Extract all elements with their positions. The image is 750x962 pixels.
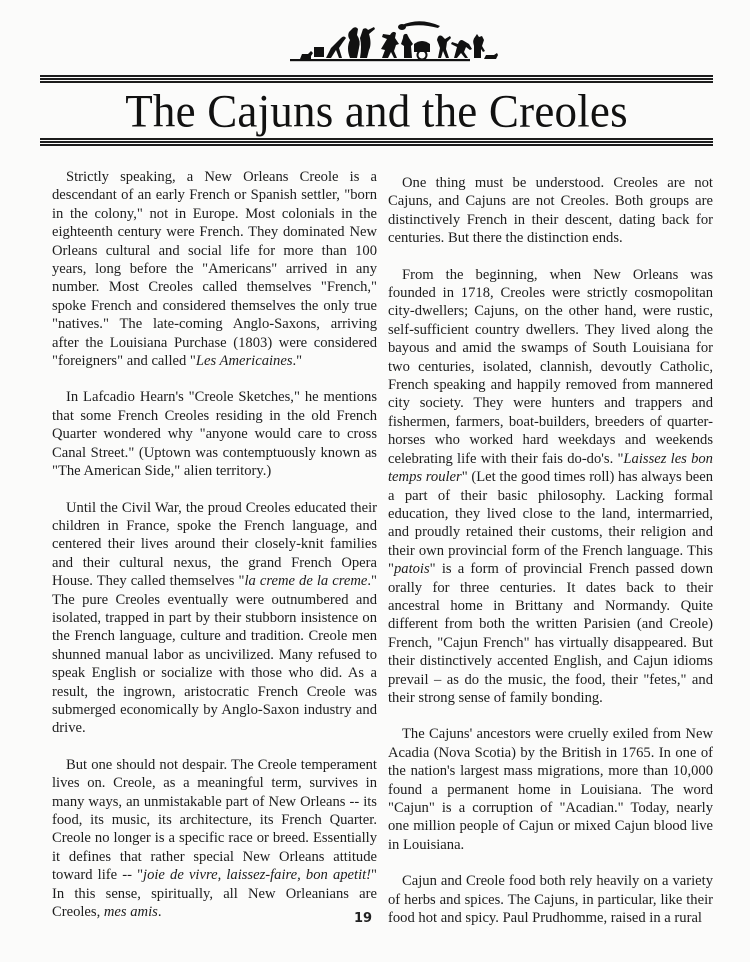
- paragraph: From the beginning, when New Orleans was founded in 1718, Creoles were strictly cosmopolitan city-dwellers; Cajuns, on the other hand, were rustic, self-sufficient country dwellers. They lived along the bayous and amid the swamps of South Louisiana for two centuries, isolated, clannish, devoutly Catholic, French speaking and happily removed from mannered city society. They were hunters and trappers and fishermen, farmers, boat-builders, breeders of quarter-horses who worked hard weekdays and weekends celebrating life with their fais do-do's. "Laissez les bon temps rouler" (Let the good times roll) has always been a part of their basic philosophy. Lacking formal education, they lived close to the land, intermarried, and proudly retained their customs, their religion and their own provincial form of the French language. This "patois" is a form of provincial French passed down orally for three centuries. It dates back to their ancestral home in Brittany and Normandy. Quite different from both the written Parisien (and Creole) French, "Cajun French" has virtually disappeared. But their distinctively accented English, and Cajun idioms prevail – as do the music, the food, their "fetes," and their strong sense of family bonding.: [388, 266, 713, 706]
- paragraph: Strictly speaking, a New Orleans Creole is a descendant of an early French or Spanish settler, "born in the colony," not in Europe. Most colonials in the eighteenth century were French. They dominated New Orleans cultural and social life for more than 100 years, long before the "Americans" arrived in any number. Most Creoles called themselves "French," spoke French and considered themselves the only true "natives." The late-coming Anglo-Saxons, arriving after the Louisiana Purchase (1803) were considered "foreigners" and called "Les Americaines.": [52, 169, 377, 370]
- paragraph: The Cajuns' ancestors were cruelly exiled from New Acadia (Nova Scotia) by the British in 1765. In one of the nation's largest mass migrations, more than 10,000 found a permanent home in Louisiana. The word "Cajun" is a corruption of "Acadian." Today, nearly one million people of Cajun or mixed Cajun blood live in Louisiana.: [388, 726, 713, 853]
- paragraph: In Lafcadio Hearn's "Creole Sketches," he mentions that some French Creoles residing in the old French Quarter wondered why "anyone would care to cross Canal Street." (Uptown was contemptuously known as "The American Side," alien territory.): [52, 389, 377, 480]
- left-column: [52, 168, 377, 939]
- page-title: The Cajuns and the Creoles: [125, 85, 628, 137]
- page-number: 19: [353, 911, 373, 926]
- title-rule-bottom: [40, 138, 713, 146]
- paragraph: One thing must be understood. Creoles are not Cajuns, and Cajuns are not Creoles. Both groups are distinctively French in their descent, dating back for centuries. But there the distinction ends.: [388, 175, 713, 247]
- right-column: [388, 174, 713, 945]
- paragraph: Cajun and Creole food both rely heavily on a variety of herbs and spices. The Cajuns, in particular, like their food hot and spicy. Paul Prudhomme, raised in a rural: [388, 873, 713, 927]
- title-rule-top: [40, 75, 713, 83]
- paragraph: Until the Civil War, the proud Creoles educated their children in France, spoke the French language, and centered their lives around their closely-knit families and their cultural nexus, the grand French Opera House. They called themselves "la creme de la creme." The pure Creoles eventually were outnumbered and isolated, trapped in part by their stubborn insistence on the French language, culture and tradition. Creole men shunned manual labor as uncivilized. Many refused to speak English or socialize with those who did. As a result, the ingrown, aristocratic French Creole was submerged economically by Anglo-Saxon industry and drive.: [52, 499, 377, 737]
- parade-silhouette-icon: [262, 14, 498, 64]
- paragraph: But one should not despair. The Creole temperament lives on. Creole, as a meaningful term, survives in many ways, an unmistakable part of New Orleans -- its food, its music, its architecture, its French Quarter. Creole no longer is a specific race or breed. Essentially it defines that rather special New Orleans attitude toward life -- "joie de vivre, laissez-faire, bon apetit!" In this sense, spiritually, all New Orleanians are Creoles, mes amis.: [52, 756, 378, 921]
